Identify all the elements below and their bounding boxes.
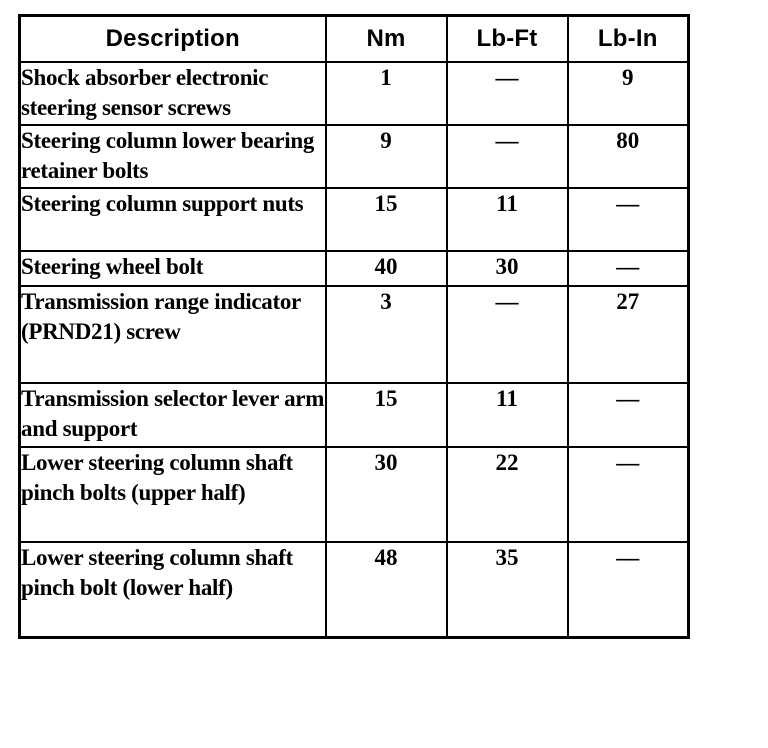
cell-lb-in: — bbox=[568, 447, 689, 542]
header-row bbox=[20, 16, 689, 63]
table-row bbox=[20, 188, 689, 251]
cell-nm: 15 bbox=[326, 188, 447, 251]
header-lb-ft: Lb-Ft bbox=[447, 16, 568, 63]
cell-lb-in: 80 bbox=[568, 125, 689, 188]
table-row bbox=[20, 447, 689, 542]
cell-lb-in: 27 bbox=[568, 286, 689, 383]
torque-specifications-table bbox=[18, 14, 690, 639]
cell-nm: 30 bbox=[326, 447, 447, 542]
cell-lb-ft: — bbox=[447, 62, 568, 125]
table-row bbox=[20, 383, 689, 447]
cell-lb-ft: 30 bbox=[447, 251, 568, 286]
cell-description: Transmission range indicator (PRND21) screw bbox=[20, 286, 326, 383]
cell-lb-ft: 11 bbox=[447, 383, 568, 447]
table-row bbox=[20, 125, 689, 188]
cell-nm: 1 bbox=[326, 62, 447, 125]
cell-lb-ft: — bbox=[447, 286, 568, 383]
cell-lb-ft: 35 bbox=[447, 542, 568, 638]
cell-nm: 9 bbox=[326, 125, 447, 188]
cell-lb-in: — bbox=[568, 188, 689, 251]
cell-nm: 3 bbox=[326, 286, 447, 383]
cell-description: Lower steering column shaft pinch bolts (upper half) bbox=[20, 447, 326, 542]
cell-description: Steering column lower bearing retainer bolts bbox=[20, 125, 326, 188]
cell-lb-ft: 11 bbox=[447, 188, 568, 251]
cell-description: Transmission selector lever arm and support bbox=[20, 383, 326, 447]
cell-lb-in: — bbox=[568, 383, 689, 447]
table-row bbox=[20, 251, 689, 286]
table-row bbox=[20, 62, 689, 125]
cell-nm: 15 bbox=[326, 383, 447, 447]
table-row bbox=[20, 542, 689, 638]
cell-description: Steering wheel bolt bbox=[20, 251, 326, 286]
header-lb-in: Lb-In bbox=[568, 16, 689, 63]
header-description: Description bbox=[20, 16, 326, 63]
cell-nm: 48 bbox=[326, 542, 447, 638]
table-row bbox=[20, 286, 689, 383]
cell-lb-in: — bbox=[568, 251, 689, 286]
cell-lb-ft: — bbox=[447, 125, 568, 188]
cell-description: Steering column support nuts bbox=[20, 188, 326, 251]
cell-description: Shock absorber electronic steering sensor screws bbox=[20, 62, 326, 125]
cell-nm: 40 bbox=[326, 251, 447, 286]
cell-lb-in: — bbox=[568, 542, 689, 638]
header-nm: Nm bbox=[326, 16, 447, 63]
cell-lb-in: 9 bbox=[568, 62, 689, 125]
cell-lb-ft: 22 bbox=[447, 447, 568, 542]
cell-description: Lower steering column shaft pinch bolt (lower half) bbox=[20, 542, 326, 638]
